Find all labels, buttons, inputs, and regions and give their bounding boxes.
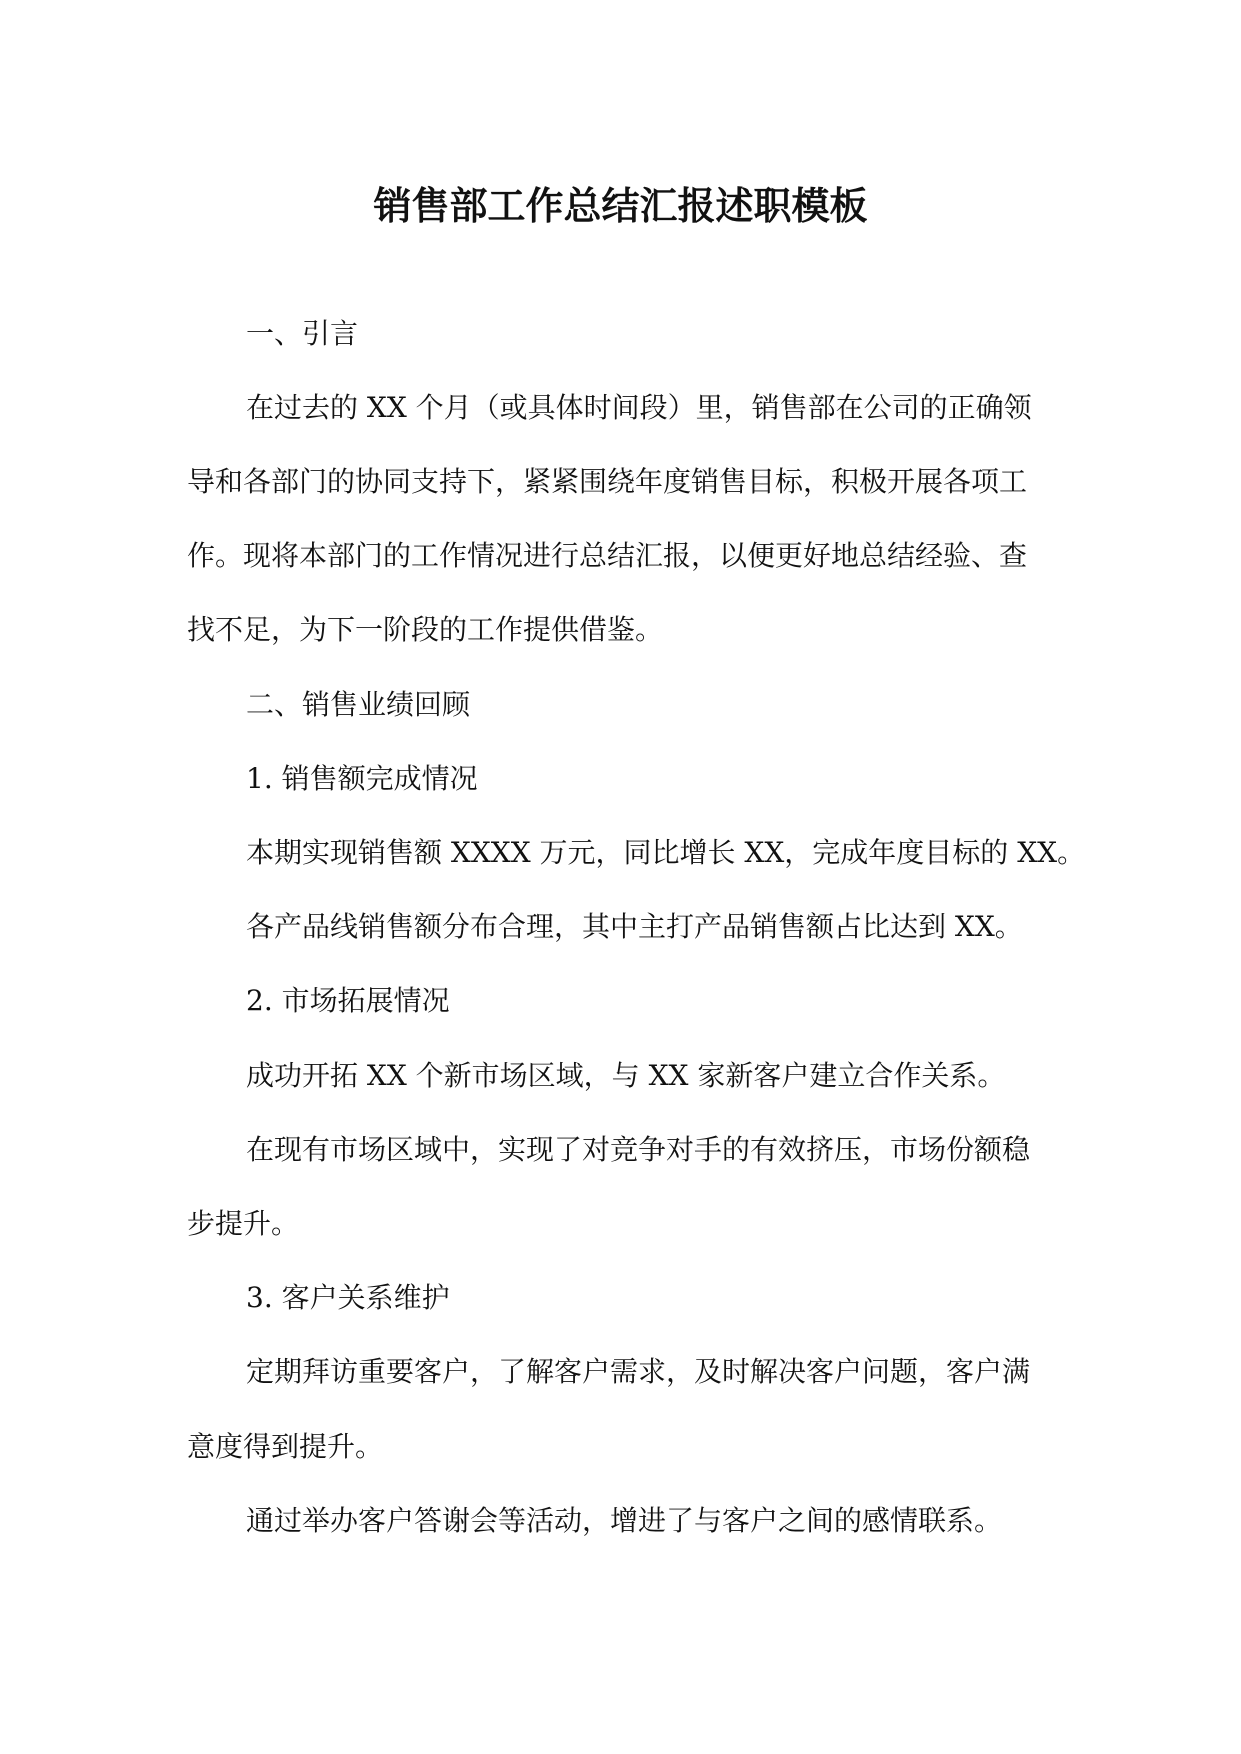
paragraph-line: 找不足，为下一阶段的工作提供借鉴。: [187, 613, 664, 646]
section-heading-sales-review: 二、销售业绩回顾: [246, 688, 471, 721]
paragraph-line: 定期拜访重要客户，了解客户需求，及时解决客户问题，客户满: [246, 1355, 1031, 1388]
paragraph-line: 通过举办客户答谢会等活动，增进了与客户之间的感情联系。: [246, 1504, 1003, 1537]
subheading-market-expansion: 2. 市场拓展情况: [246, 984, 450, 1017]
paragraph-line: 成功开拓 XX 个新市场区域，与 XX 家新客户建立合作关系。: [246, 1059, 1006, 1092]
section-heading-introduction: 一、引言: [246, 317, 359, 350]
paragraph-line: 在现有市场区域中，实现了对竞争对手的有效挤压，市场份额稳: [246, 1133, 1031, 1166]
subheading-customer-relations: 3. 客户关系维护: [246, 1281, 450, 1314]
paragraph-line: 在过去的 XX 个月（或具体时间段）里，销售部在公司的正确领: [246, 391, 1032, 424]
paragraph-line: 步提升。: [187, 1207, 300, 1240]
paragraph-line: 作。现将本部门的工作情况进行总结汇报，以便更好地总结经验、查: [187, 539, 1028, 572]
paragraph-line: 导和各部门的协同支持下，紧紧围绕年度销售目标，积极开展各项工: [187, 465, 1028, 498]
subheading-sales-completion: 1. 销售额完成情况: [246, 762, 478, 795]
paragraph-line: 各产品线销售额分布合理，其中主打产品销售额占比达到 XX。: [246, 910, 1023, 943]
paragraph-line: 本期实现销售额 XXXX 万元，同比增长 XX，完成年度目标的 XX。: [246, 836, 1086, 869]
document-title: 销售部工作总结汇报述职模板: [373, 183, 868, 228]
paragraph-line: 意度得到提升。: [187, 1430, 384, 1463]
